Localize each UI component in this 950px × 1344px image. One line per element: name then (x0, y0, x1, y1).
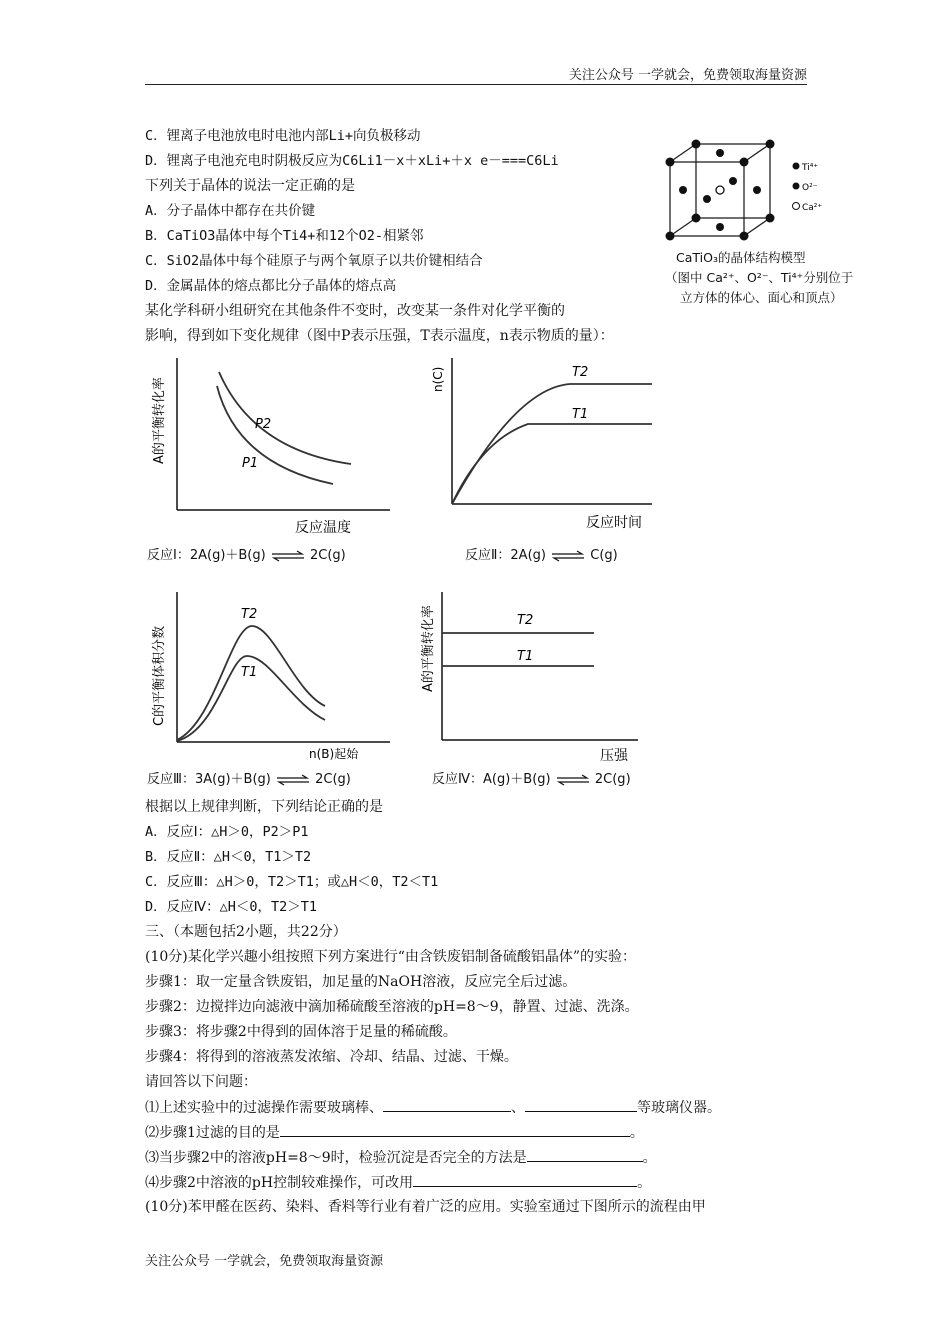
chart4-label-t2: T2 (517, 613, 534, 628)
chart2-ylabel: n(C) (431, 366, 445, 392)
page-header: 关注公众号 一学就会，免费领取海量资源 (145, 64, 807, 85)
chart4-caption (432, 768, 631, 787)
sub-question-1 (145, 1097, 721, 1118)
chart2-caption-products: C(g) (590, 548, 618, 563)
step-3: 步骤3：将步骤2中得到的固体溶于足量的稀硫酸。 (145, 1024, 457, 1040)
sub-question-1-sep: 、 (511, 1100, 525, 1116)
chart1-caption (147, 544, 346, 563)
answer-prompt: 请回答以下问题： (145, 1074, 257, 1090)
step-2: 步骤2：边搅拌边向滤液中滴加稀硫酸至溶液的pH=8～9，静置、过滤、洗涤。 (145, 999, 639, 1015)
equilibrium-arrow-icon (275, 774, 311, 786)
chart3-xlabel: n(B)起始 (309, 747, 359, 761)
option-c-crystal: C．SiO2晶体中每个硅原子与两个氧原子以共价键相结合 (145, 253, 483, 269)
sub-question-1-end: 等玻璃仪器。 (637, 1100, 721, 1116)
option-b-reaction: B．反应Ⅱ：△H＜0，T1＞T2 (145, 849, 312, 865)
chart1-caption-products: 2C(g) (310, 548, 346, 563)
chart1-label-p2: P2 (255, 417, 272, 432)
chart4-label-t1: T1 (517, 649, 534, 664)
crystal-structure-figure (660, 134, 860, 252)
equilibrium-arrow-icon (550, 550, 586, 562)
chart3-caption-products: 2C(g) (315, 772, 351, 787)
chart1-label-p1: P1 (242, 456, 259, 471)
sub-question-4-text: ⑷步骤2中溶液的pH控制较难操作，可改用 (145, 1175, 414, 1191)
chart1-ylabel: A的平衡转化率 (152, 377, 167, 464)
chart3-ylabel: C的平衡体积分数 (152, 625, 167, 726)
option-b-crystal: B．CaTiO3晶体中每个Ti4+和12个O2-相紧邻 (145, 228, 424, 244)
experiment-intro: (10分)某化学兴趣小组按照下列方案进行“由含铁废铝制备硫酸铝晶体”的实验： (145, 949, 637, 965)
chart4-xlabel: 压强 (600, 748, 628, 762)
question-crystal: 下列关于晶体的说法一定正确的是 (145, 178, 355, 194)
crystal-caption-2: （图中 Ca²⁺、O²⁻、Ti⁴⁺分别位于 (665, 270, 854, 285)
chart4-caption-products: 2C(g) (594, 772, 631, 787)
option-a-crystal: A．分子晶体中都存在共价键 (145, 203, 316, 219)
sub-question-3-end: 。 (642, 1150, 657, 1166)
chart1-series-p2 (219, 372, 351, 464)
legend-ti: Ti⁴⁺ (802, 163, 819, 173)
legend-o: O²⁻ (802, 183, 818, 193)
sub-question-4 (145, 1172, 651, 1193)
option-c-reaction: C．反应Ⅲ：△H＞0，T2＞T1；或△H＜0，T2＜T1 (145, 874, 439, 890)
option-a-reaction: A．反应Ⅰ：△H＞0，P2＞P1 (145, 824, 309, 840)
sub-question-4-end: 。 (637, 1175, 652, 1191)
answer-blank[interactable] (413, 1172, 637, 1187)
chart-reaction-3 (145, 572, 405, 762)
chart1-xlabel: 反应温度 (295, 520, 351, 536)
chart2-label-t1: T1 (572, 407, 589, 422)
crystal-caption-3: 立方体的体心、面心和顶点） (680, 290, 843, 305)
chart2-xlabel: 反应时间 (586, 515, 642, 531)
step-1: 步骤1：取一定量含铁废铝，加足量的NaOH溶液，反应完全后过滤。 (145, 974, 577, 990)
sub-question-3-text: ⑶当步骤2中的溶液pH=8～9时，检验沉淀是否完全的方法是 (145, 1150, 527, 1166)
chart2-caption (465, 544, 618, 563)
sub-question-3 (145, 1147, 657, 1168)
crystal-caption-1: CaTiO₃的晶体结构模型 (676, 250, 806, 265)
benzaldehyde-intro: (10分)苯甲醛在医药、染料、香料等行业有着广泛的应用。实验室通过下图所示的流程由甲 (145, 1199, 706, 1215)
chart3-label-t1: T1 (241, 665, 258, 680)
option-c-battery: C．锂离子电池放电时电池内部Li+向负极移动 (145, 128, 421, 144)
section-three-heading: 三、（本题包括2小题，共22分） (145, 924, 347, 940)
sub-question-2-text: ⑵步骤1过滤的目的是 (145, 1125, 280, 1141)
chart-reaction-2 (420, 352, 660, 540)
answer-blank[interactable] (527, 1147, 643, 1162)
option-d-battery: D．锂离子电池充电时阴极反应为C6Li1－x＋xLi+＋x e－===C6Li (145, 153, 559, 169)
answer-blank[interactable] (525, 1097, 637, 1112)
equilibrium-arrow-icon (270, 550, 306, 562)
sub-question-2 (145, 1122, 644, 1143)
chart-reaction-1 (145, 352, 405, 540)
chart3-label-t2: T2 (241, 607, 258, 622)
chart2-series-t2 (452, 384, 652, 504)
option-d-reaction: D．反应Ⅳ：△H＜0，T2＞T1 (145, 899, 317, 915)
answer-blank[interactable] (383, 1097, 511, 1112)
question-conclusion: 根据以上规律判断，下列结论正确的是 (145, 799, 383, 815)
chart1-caption-reactants: 反应Ⅰ：2A(g)＋B(g) (147, 548, 266, 563)
chart2-series-t1 (452, 424, 652, 504)
chart3-caption (147, 768, 351, 787)
sub-question-1-text: ⑴上述实验中的过滤操作需要玻璃棒、 (145, 1100, 383, 1116)
question-equilibrium-line1: 某化学科研小组研究在其他条件不变时，改变某一条件对化学平衡的 (145, 303, 565, 319)
page-footer: 关注公众号 一学就会，免费领取海量资源 (145, 1254, 384, 1269)
chart4-ylabel: A的平衡转化率 (421, 605, 436, 692)
equilibrium-arrow-icon (555, 774, 591, 786)
option-d-crystal: D．金属晶体的熔点都比分子晶体的熔点高 (145, 278, 397, 294)
answer-blank[interactable] (280, 1122, 630, 1137)
chart3-caption-reactants: 反应Ⅲ：3A(g)＋B(g) (147, 772, 271, 787)
chart4-caption-reactants: 反应Ⅳ：A(g)＋B(g) (432, 772, 551, 787)
chart-reaction-4 (410, 572, 650, 762)
chart3-series-t2 (177, 626, 325, 740)
chart2-label-t2: T2 (572, 365, 589, 380)
step-4: 步骤4：将得到的溶液蒸发浓缩、冷却、结晶、过滤、干燥。 (145, 1049, 518, 1065)
sub-question-2-end: 。 (629, 1125, 644, 1141)
question-equilibrium-line2: 影响，得到如下变化规律（图中P表示压强，T表示温度，n表示物质的量）： (145, 328, 614, 344)
chart2-caption-reactants: 反应Ⅱ：2A(g) (465, 548, 546, 563)
legend-ca: Ca²⁺ (802, 203, 823, 213)
